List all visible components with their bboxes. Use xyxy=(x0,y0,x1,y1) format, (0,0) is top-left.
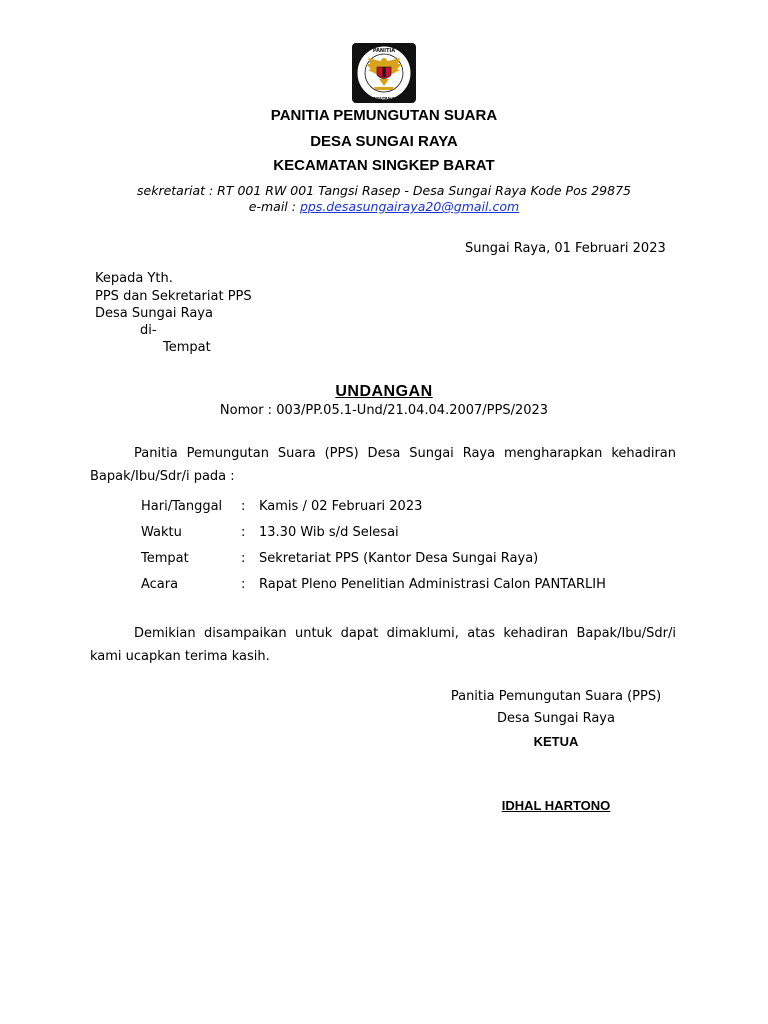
kpu-garuda-logo xyxy=(346,42,422,104)
email-label: e-mail : xyxy=(248,199,300,214)
header-line-3: KECAMATAN SINGKEP BARAT xyxy=(273,157,495,174)
signature-name-text: IDHAL HARTONO xyxy=(501,798,611,813)
logo-ring-text-bottom: PEMUNGUTAN SUARA xyxy=(362,96,406,101)
recipient-line-5: Tempat xyxy=(163,340,211,355)
detail-value: 13.30 Wib s/d Selesai xyxy=(259,525,399,540)
signature-name xyxy=(380,798,732,813)
recipient-line-1: Kepada Yth. xyxy=(95,271,173,286)
email-line xyxy=(0,199,768,214)
detail-label: Acara xyxy=(141,577,179,592)
signature-role: KETUA xyxy=(533,734,579,749)
intro-paragraph: Panitia Pemungutan Suara (PPS) Desa Sungai Raya mengharapkan kehadiran Bapak/Ibu/Sdr/i pada : xyxy=(90,446,676,484)
recipient-line-2: PPS dan Sekretariat PPS xyxy=(95,289,252,304)
detail-colon: : xyxy=(241,577,246,592)
secretariat-address: sekretariat : RT 001 RW 001 Tangsi Rasep - Desa Sungai Raya Kode Pos 29875 xyxy=(137,183,631,198)
recipient-line-4: di- xyxy=(140,323,157,338)
document-title: UNDANGAN xyxy=(335,383,433,400)
header-line-1: PANITIA PEMUNGUTAN SUARA xyxy=(270,107,498,124)
detail-label: Hari/Tanggal xyxy=(141,499,223,514)
header-line-2: DESA SUNGAI RAYA xyxy=(310,133,458,150)
detail-colon: : xyxy=(241,499,246,514)
detail-label: Tempat xyxy=(141,551,189,566)
signature-org: Panitia Pemungutan Suara (PPS) xyxy=(450,689,662,704)
recipient-line-3: Desa Sungai Raya xyxy=(95,306,213,321)
detail-value: Kamis / 02 Februari 2023 xyxy=(259,499,423,514)
detail-value: Sekretariat PPS (Kantor Desa Sungai Raya) xyxy=(259,551,539,566)
detail-colon: : xyxy=(241,525,246,540)
document-number: Nomor : 003/PP.05.1-Und/21.04.04.2007/PPS/2023 xyxy=(219,403,549,418)
detail-colon: : xyxy=(241,551,246,566)
logo-ring-text-top: PANITIA xyxy=(372,48,396,54)
signature-village: Desa Sungai Raya xyxy=(497,711,615,726)
closing-paragraph: Demikian disampaikan untuk dapat dimaklumi, atas kehadiran Bapak/Ibu/Sdr/i kami ucapkan terima kasih. xyxy=(90,626,676,664)
place-date: Sungai Raya, 01 Februari 2023 xyxy=(465,241,666,256)
detail-value: Rapat Pleno Penelitian Administrasi Calon PANTARLIH xyxy=(259,577,606,592)
email-link[interactable]: pps.desasungairaya20@gmail.com xyxy=(299,199,520,214)
detail-label: Waktu xyxy=(141,525,182,540)
